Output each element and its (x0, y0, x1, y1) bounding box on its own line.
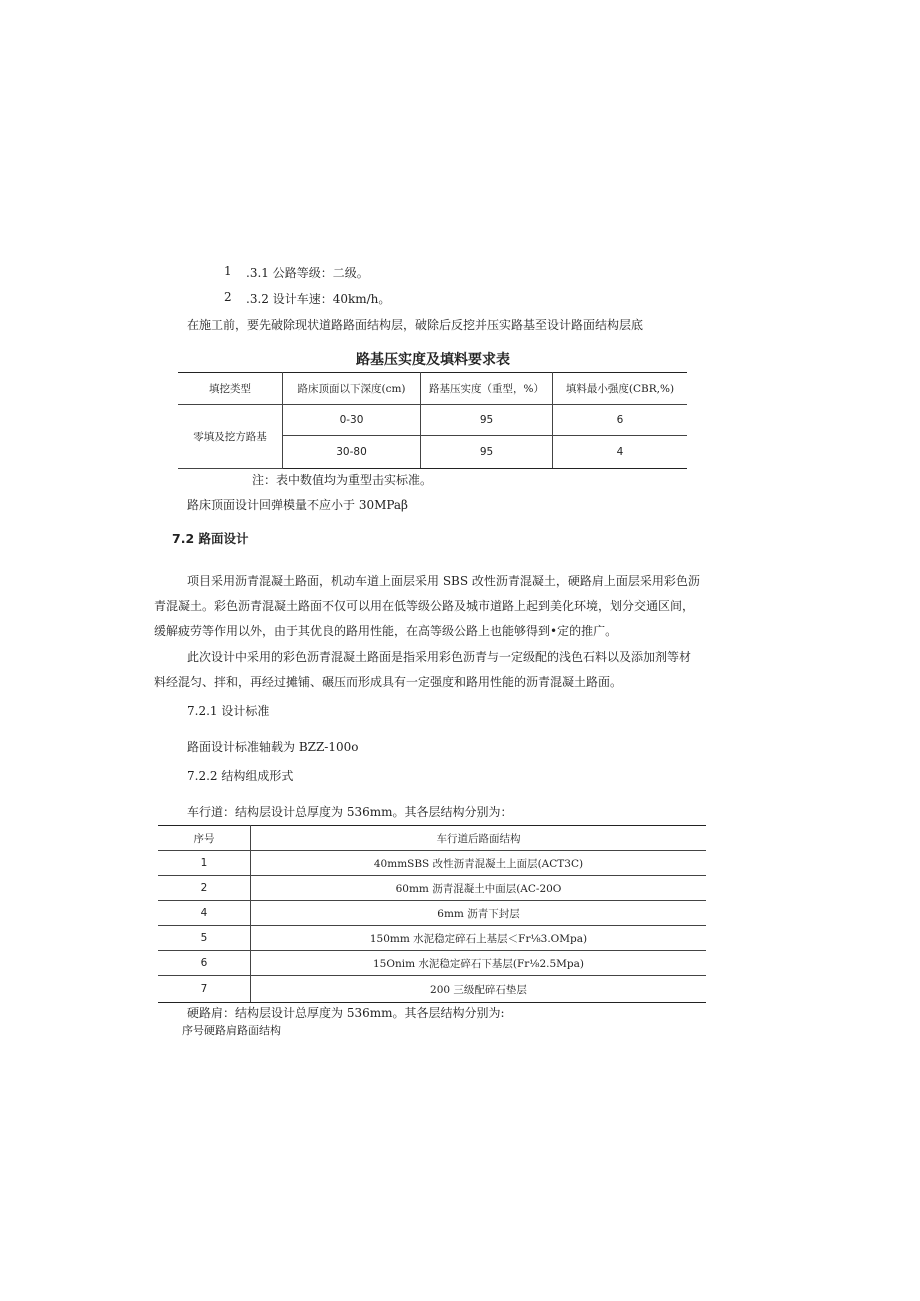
cbr-cell: 4 (553, 436, 688, 469)
table-note: 注：表中数值均为重型击实标准。 (252, 473, 433, 487)
header-compaction: 路基压实度（重型，%） (421, 373, 553, 405)
paragraph-2-line-2: 料经混匀、拌和，再经过摊铺、碾压而形成具有一定强度和路用性能的沥青混凝土路面。 (154, 675, 623, 689)
depth-cell: 30-80 (283, 436, 421, 469)
layer-cell: 200 三级配碎石垫层 (251, 976, 707, 1003)
layer-cell: 6mm 沥青下封层 (251, 901, 707, 926)
layer-cell: 150mm 水泥稳定碎石上基层＜Fr⅛3.OMpa) (251, 926, 707, 951)
layer-cell: 15Onim 水泥稳定碎石下基层(Fr⅛2.5Mpa) (251, 951, 707, 976)
shoulder-intro: 硬路肩：结构层设计总厚度为 536mm。其各层结构分别为: (187, 1006, 505, 1020)
table-header-row (158, 826, 706, 851)
seq-cell: 2 (158, 876, 251, 901)
seq-cell: 4 (158, 901, 251, 926)
item-2-text: .3.2 设计车速：40km/h。 (246, 292, 391, 306)
table-row (158, 926, 706, 951)
table-row (158, 901, 706, 926)
item-1-text: .3.1 公路等级：二级。 (246, 266, 369, 280)
table1-title: 路基压实度及填料要求表 (356, 352, 510, 368)
section-heading-7-2-2: 7.2.2 结构组成形式 (187, 769, 294, 783)
item-2-number: 2 (224, 290, 232, 304)
construction-intro: 在施工前，要先破除现状道路路面结构层，破除后反挖并压实路基至设计路面结构层底 (187, 318, 644, 332)
table-header-row (178, 373, 687, 405)
compaction-table (178, 372, 687, 469)
paragraph-2-line-1: 此次设计中采用的彩色沥青混凝土路面是指采用彩色沥青与一定级配的浅色石料以及添加剂等材 (187, 650, 692, 664)
layer-cell: 40mmSBS 改性沥青混凝土上面层(ACT3C) (251, 851, 707, 876)
header-depth: 路床顶面以下深度(cm) (283, 373, 421, 405)
compaction-cell: 95 (421, 436, 553, 469)
roadway-structure-table (158, 825, 706, 1003)
cbr-cell: 6 (553, 405, 688, 436)
modulus-requirement: 路床顶面设计回弹模量不应小于 30MPaβ (187, 498, 408, 512)
header-seq: 序号 (158, 826, 251, 851)
table-row (178, 405, 687, 436)
group-label: 零填及挖方路基 (178, 405, 283, 469)
paragraph-1-line-1: 项目采用沥青混凝土路面，机动车道上面层采用 SBS 改性沥青混凝土，硬路肩上面层采用彩色沥 (187, 574, 700, 588)
seq-cell: 6 (158, 951, 251, 976)
compaction-cell: 95 (421, 405, 553, 436)
depth-cell: 0-30 (283, 405, 421, 436)
paragraph-1-line-2: 青混凝土。彩色沥青混凝土路面不仅可以用在低等级公路及城市道路上起到美化环境，划分交通区间， (154, 599, 695, 613)
table-row (158, 851, 706, 876)
table-row (158, 976, 706, 1003)
roadway-intro: 车行道：结构层设计总厚度为 536mm。其各层结构分别为： (187, 805, 513, 819)
seq-cell: 5 (158, 926, 251, 951)
layer-cell: 60mm 沥青混凝土中面层(AC-20O (251, 876, 707, 901)
shoulder-table-header: 序号硬路肩路面结构 (182, 1024, 281, 1037)
section-heading-7-2: 7.2 路面设计 (172, 531, 249, 546)
section-heading-7-2-1: 7.2.1 设计标准 (187, 704, 270, 718)
item-1-number: 1 (224, 264, 232, 278)
seq-cell: 1 (158, 851, 251, 876)
header-structure: 车行道后路面结构 (251, 826, 707, 851)
standard-axle-load: 路面设计标准轴载为 BZZ-100o (187, 740, 359, 754)
seq-cell: 7 (158, 976, 251, 1003)
header-fill-type: 填挖类型 (178, 373, 283, 405)
table-row (158, 876, 706, 901)
header-cbr: 填料最小强度(CBR,%) (553, 373, 688, 405)
paragraph-1-line-3: 缓解疲劳等作用以外，由于其优良的路用性能，在高等级公路上也能够得到•定的推广。 (154, 624, 618, 638)
table-row (158, 951, 706, 976)
